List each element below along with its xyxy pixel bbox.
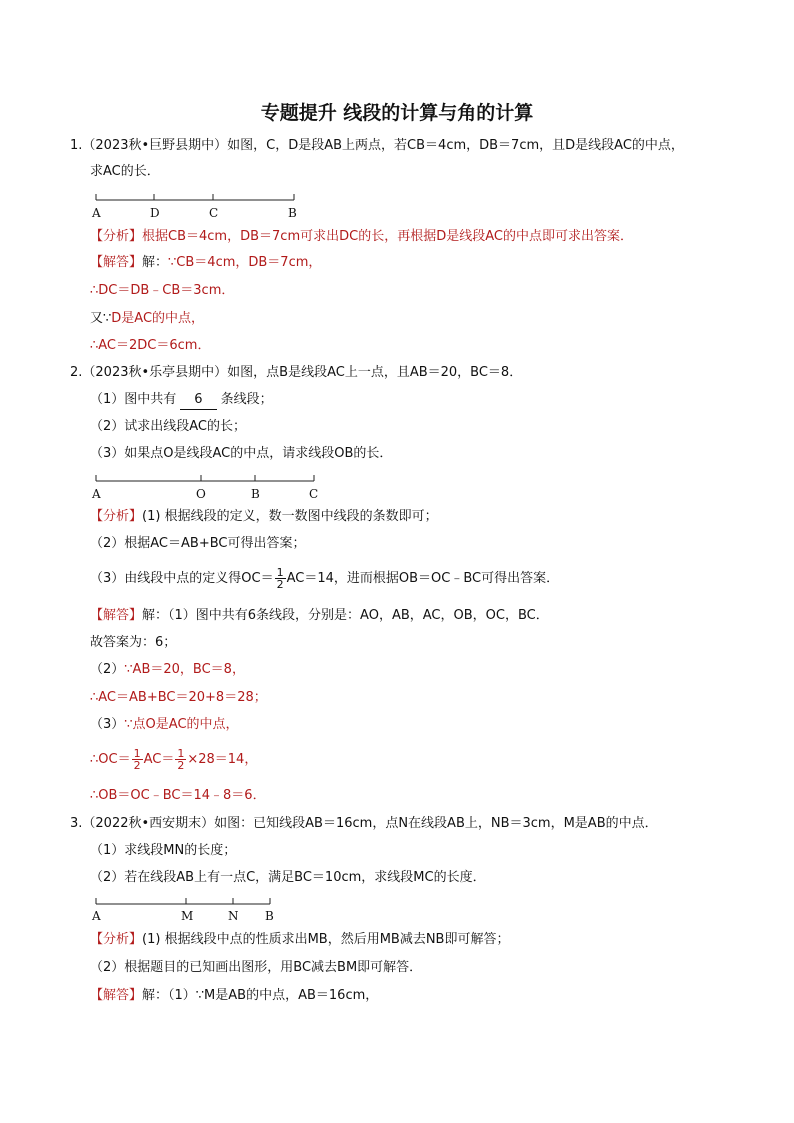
problem-2-step-1: 故答案为：6； — [90, 635, 177, 650]
problem-1-analysis: 【分析】根据CB＝4cm，DB＝7cm可求出DC的长，再根据D是线段AC的中点即可求出答案． — [90, 229, 633, 244]
problem-1-line-1: 1.（2023秋•巨野县期中）如图，C，D是段AB上两点，若CB＝4cm，DB＝7cm，且D是线段AC的中点， — [70, 138, 684, 153]
problem-3-question-1: （1）求线段MN的长度； — [90, 843, 237, 858]
problem-2-step-4: （3）∵点O是AC的中点， — [90, 717, 239, 732]
answer-blank: 6 — [180, 391, 216, 410]
figure-1 — [90, 190, 320, 220]
problem-3-analysis-2: （2）根据题目的已知画出图形，用BC减去BM即可解答． — [90, 960, 423, 975]
problem-3-line-1: 3.（2022秋•西安期末）如图：已知线段AB＝16cm，点N在线段AB上，NB＝3cm，M是AB的中点． — [70, 816, 658, 831]
analysis-tag: 【分析】 — [90, 509, 143, 524]
problem-2-step-2: （2）∵AB＝20，BC＝8， — [90, 662, 245, 677]
problem-2-line-1: 2.（2023秋•乐亭县期中）如图，点B是线段AC上一点，且AB＝20，BC＝8． — [70, 365, 523, 380]
problem-2-answer: 【解答】解：（1）图中共有6条线段，分别是：AO，AB，AC，OB，OC，BC． — [90, 608, 549, 623]
point-b-label: B — [251, 487, 260, 501]
analysis-tag: 【分析】 — [90, 229, 143, 244]
problem-2-step-5: ∴OC＝ $\frac{1}{2}$ AC＝ $\frac{1}{2}$ ×28＝14， — [90, 747, 258, 772]
point-c-label: C — [209, 206, 219, 220]
point-d-label: D — [150, 206, 160, 220]
answer-tag: 【解答】 — [90, 988, 143, 1003]
problem-1-step-2: ∴DC＝DB﹣CB＝3cm． — [90, 283, 235, 298]
problem-3-analysis-1: 【分析】(1) 根据线段中点的性质求出MB，然后用MB减去NB即可解答； — [90, 932, 510, 947]
problem-1-step-4: ∴AC＝2DC＝6cm． — [90, 338, 211, 353]
point-b-label: B — [288, 206, 297, 220]
point-n-label: N — [228, 909, 239, 923]
point-o-label: O — [196, 487, 206, 501]
fraction: $\frac{1}{2}$ — [133, 747, 141, 772]
fraction: $\frac{1}{2}$ — [177, 747, 185, 772]
problem-2-question-3: （3）如果点O是线段AC的中点，请求线段OB的长． — [90, 446, 393, 461]
answer-tag: 【解答】 — [90, 608, 143, 623]
problem-2-step-3: ∴AC＝AB+BC＝20+8＝28； — [90, 690, 267, 705]
figure-2 — [90, 473, 330, 503]
problem-1-step-3: 又∵D是AC的中点， — [90, 311, 205, 326]
problem-1-answer: 【解答】解：∵CB＝4cm，DB＝7cm， — [90, 255, 322, 270]
problem-3-answer: 【解答】解：（1）∵M是AB的中点，AB＝16cm， — [90, 988, 379, 1003]
problem-2-analysis-2: （2）根据AC＝AB+BC可得出答案； — [90, 536, 306, 551]
problem-2-analysis-1: 【分析】(1) 根据线段的定义，数一数图中线段的条数即可； — [90, 509, 438, 524]
point-m-label: M — [181, 909, 194, 923]
analysis-tag: 【分析】 — [90, 932, 143, 947]
answer-tag: 【解答】 — [90, 255, 143, 270]
fraction: $\frac{1}{2}$ — [276, 566, 284, 591]
point-a-label: A — [92, 909, 101, 923]
problem-3-question-2: （2）若在线段AB上有一点C，满足BC＝10cm，求线段MC的长度． — [90, 870, 486, 885]
problem-2-question-2: （2）试求出线段AC的长； — [90, 419, 247, 434]
point-c-label: C — [309, 487, 319, 501]
figure-3 — [90, 896, 290, 926]
point-a-label: A — [92, 206, 101, 220]
problem-2-step-6: ∴OB＝OC﹣BC＝14﹣8＝6． — [90, 788, 266, 803]
problem-2-question-1: （1）图中共有 6 条线段； — [90, 391, 273, 409]
page-title: 专题提升 线段的计算与角的计算 — [260, 102, 534, 124]
point-b-label: B — [265, 909, 274, 923]
problem-1-line-2: 求AC的长． — [90, 164, 160, 179]
problem-2-analysis-3: （3）由线段中点的定义得OC＝ $\frac{1}{2}$ AC＝14，进而根据OB＝OC﹣BC可得出答案． — [90, 566, 560, 591]
point-a-label: A — [92, 487, 101, 501]
